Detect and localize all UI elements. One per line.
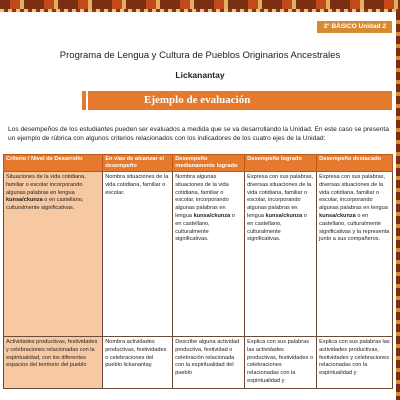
header-destacado: Desempeño destacado <box>317 155 393 172</box>
rubric-table <box>3 154 393 389</box>
section-accent <box>82 91 86 110</box>
header-logrado: Desempeño logrado <box>245 155 317 172</box>
table-row <box>4 172 393 337</box>
intro-paragraph: Los desempeños de los estudiantes pueden ser evaluados a medida que se va desarrollando la Unidad. En este caso se presenta un ejemplo de rúbrica con algunos criterios relacionados con los indicadores de los cuatro ejes de la Unidad: <box>8 126 389 142</box>
header-en-vias: En vías de alcanzar el desempeño <box>103 155 173 172</box>
table-cell: Nombra algunas situaciones de la vida cotidiana, familiar o escolar, incorporando algunas palabras en lengua kunsa/ckunza o en castellano, culturalmente significativas. <box>173 172 245 337</box>
table-header-row <box>4 155 393 172</box>
program-title: Programa de Lengua y Cultura de Pueblos Originarios Ancestrales <box>59 50 341 61</box>
table-row <box>4 337 393 389</box>
table-cell: Situaciones de la vida cotidiana, familiar o escolar incorporando algunas palabras en lengua kunsa/ckunza o en castellano, culturalmente significativas. <box>4 172 103 337</box>
language-title: Lickanantay <box>175 70 225 80</box>
table-cell: Describe alguna actividad productiva, festividad o celebración relacionada con la espiritualidad del pueblo <box>173 337 245 389</box>
table-cell: Nombra situaciones de la vida cotidiana, familiar o escolar. <box>103 172 173 337</box>
table-cell: Expresa con sus palabras, diversas situaciones de la vida cotidiana, familiar o escolar, incorporando algunas palabras en lengua kunsa/ckunza o en castellano, culturalmente significativas. <box>245 172 317 337</box>
table-cell: Nombra actividades productivas, festividades o celebraciones del pueblo lickanantay. <box>103 337 173 389</box>
grade-unit-badge: 3° BÁSICO Unidad 2 <box>317 21 392 33</box>
table-cell: Expresa con sus palabras, diversas situaciones de la vida cotidiana, familiar o escolar, incorporando algunas palabras en lengua kunsa/ckunza o en castellano, culturalmente significativas y la representa junto a sus compañeros. <box>317 172 393 337</box>
table-cell: Explica con sus palabras las actividades productivas, festividades o celebraciones relacionadas con la espiritualidad y <box>245 337 317 389</box>
section-header <box>88 91 392 110</box>
section-title: Ejemplo de evaluación <box>144 94 251 106</box>
header-medianamente: Desempeño medianamente logrado <box>173 155 245 172</box>
header-criterio: Criterio / Nivel de Desarrollo <box>4 155 103 172</box>
decorative-top-band <box>0 0 400 12</box>
table-cell: Explica con sus palabras las actividades productivas, festividades y celebraciones relacionadas con la espiritualidad y <box>317 337 393 389</box>
table-cell: Actividades productivas, festividades y celebraciones relacionadas con la espiritualidad, con los diferentes espacios del territorio del pueblo <box>4 337 103 389</box>
